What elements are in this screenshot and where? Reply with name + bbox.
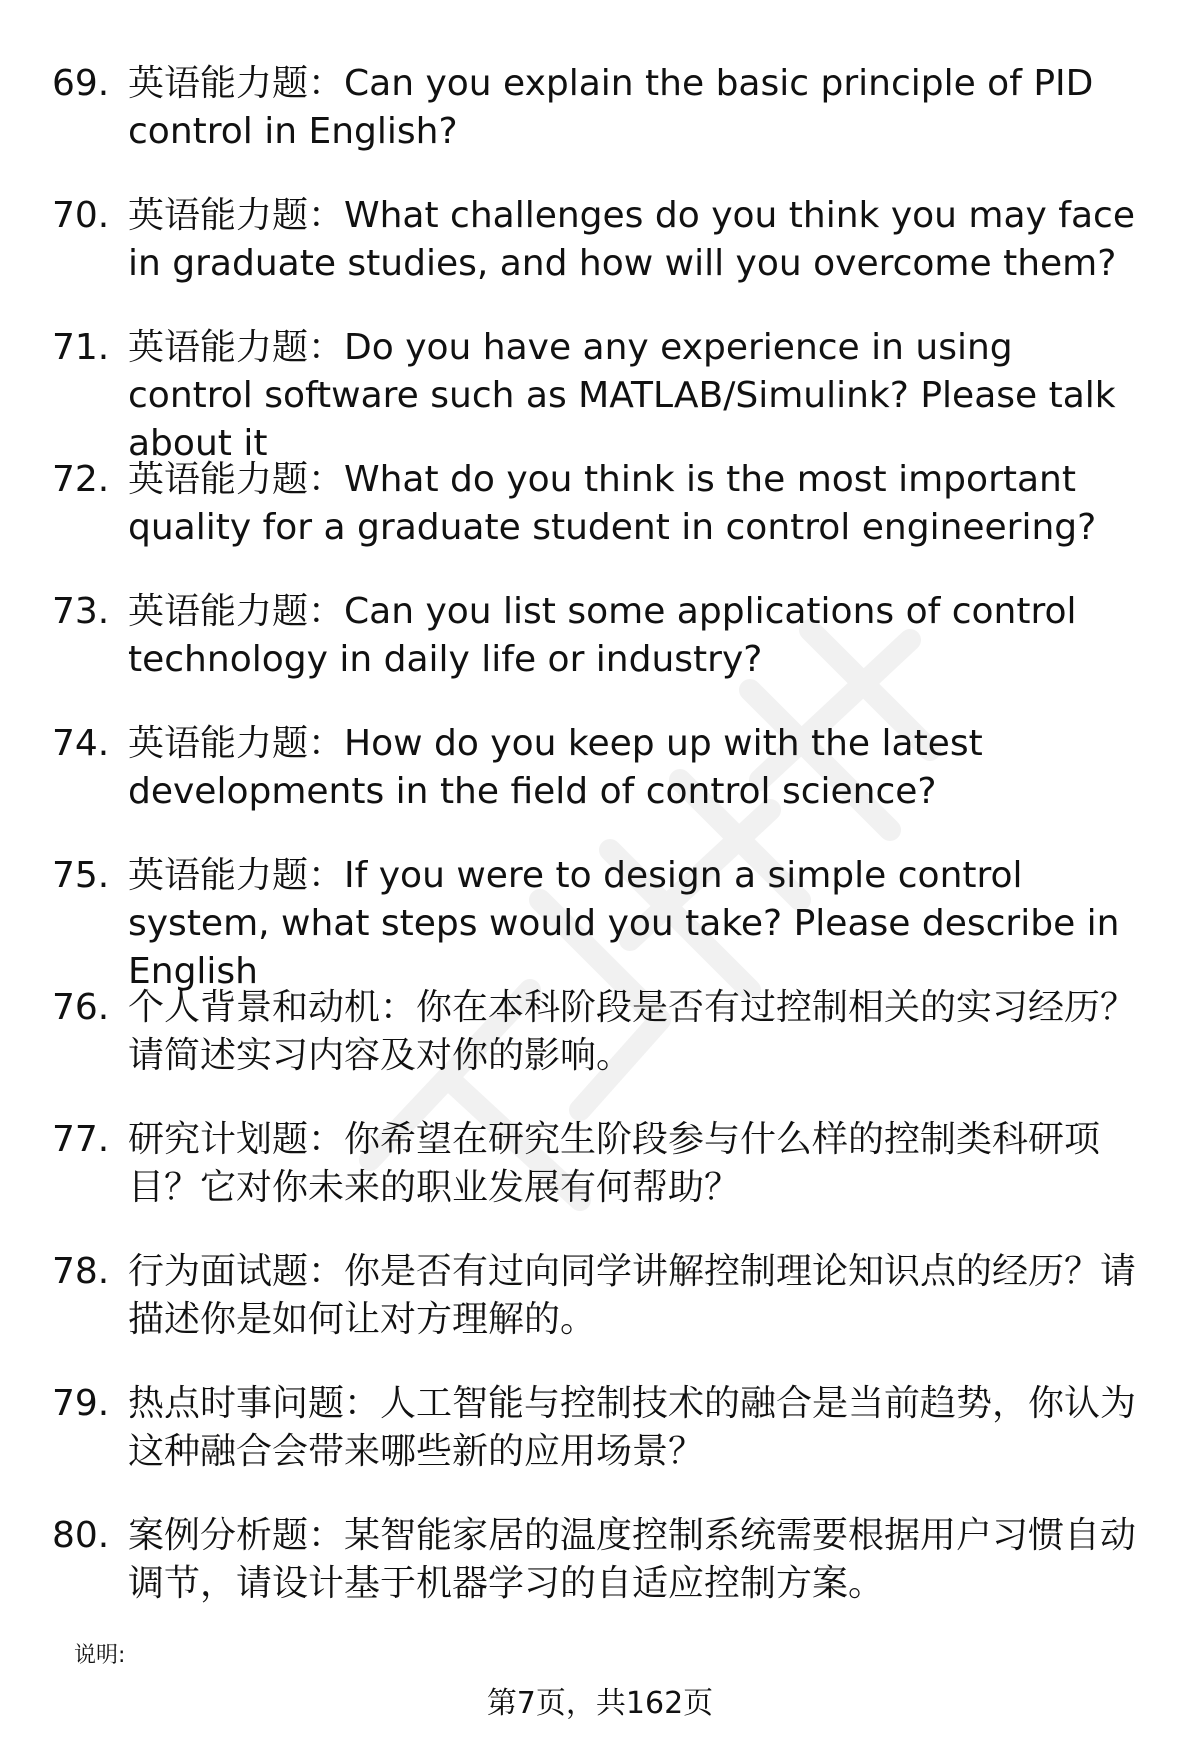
question-number: 79. [52, 1383, 110, 1424]
question-text: 英语能力题：What challenges do you think you may face in graduate studies, and how will you overcome them? [128, 195, 1135, 284]
question-number: 69. [52, 63, 110, 104]
question-item [0, 1116, 1200, 1248]
question-item [0, 852, 1200, 992]
question-item [0, 1512, 1200, 1644]
question-text: 个人背景和动机：你在本科阶段是否有过控制相关的实习经历？请简述实习内容及对你的影响。 [128, 987, 1137, 1076]
question-text: 热点时事问题：人工智能与控制技术的融合是当前趋势，你认为这种融合会带来哪些新的应用场景？ [128, 1383, 1137, 1472]
question-text: 英语能力题：Can you explain the basic principle of PID control in English? [128, 63, 1094, 152]
question-item [0, 720, 1200, 852]
question-item [0, 192, 1200, 324]
question-item [0, 456, 1200, 588]
question-number: 77. [52, 1119, 110, 1160]
question-number: 78. [52, 1251, 110, 1292]
question-item [0, 1380, 1200, 1512]
question-item [0, 60, 1200, 192]
question-item [0, 588, 1200, 720]
page-indicator: 第7页，共162页 [486, 1686, 714, 1721]
question-text: 英语能力题：What do you think is the most important quality for a graduate student in control engineering? [128, 459, 1097, 548]
question-item [0, 984, 1200, 1116]
question-number: 70. [52, 195, 110, 236]
note-label: 说明: [74, 1643, 126, 1668]
question-number: 74. [52, 723, 110, 764]
question-list [0, 60, 1200, 1644]
question-number: 73. [52, 591, 110, 632]
question-text: 英语能力题：Can you list some applications of control technology in daily life or industry? [128, 591, 1077, 680]
question-item [0, 1248, 1200, 1380]
question-text: 研究计划题：你希望在研究生阶段参与什么样的控制类科研项目？它对你未来的职业发展有何帮助？ [128, 1119, 1101, 1208]
question-text: 英语能力题：If you were to design a simple control system, what steps would you take? Please describe in English [128, 855, 1120, 992]
question-number: 80. [52, 1515, 110, 1556]
question-item [0, 324, 1200, 464]
question-text: 英语能力题：Do you have any experience in using control software such as MATLAB/Simulink? Please talk about it [128, 327, 1116, 464]
question-text: 英语能力题：How do you keep up with the latest developments in the field of control science? [128, 723, 983, 812]
question-number: 75. [52, 855, 110, 896]
question-text: 案例分析题：某智能家居的温度控制系统需要根据用户习惯自动调节，请设计基于机器学习的自适应控制方案。 [128, 1515, 1137, 1604]
question-number: 76. [52, 987, 110, 1028]
question-number: 71. [52, 327, 110, 368]
question-number: 72. [52, 459, 110, 500]
question-text: 行为面试题：你是否有过向同学讲解控制理论知识点的经历？请描述你是如何让对方理解的。 [128, 1251, 1137, 1340]
